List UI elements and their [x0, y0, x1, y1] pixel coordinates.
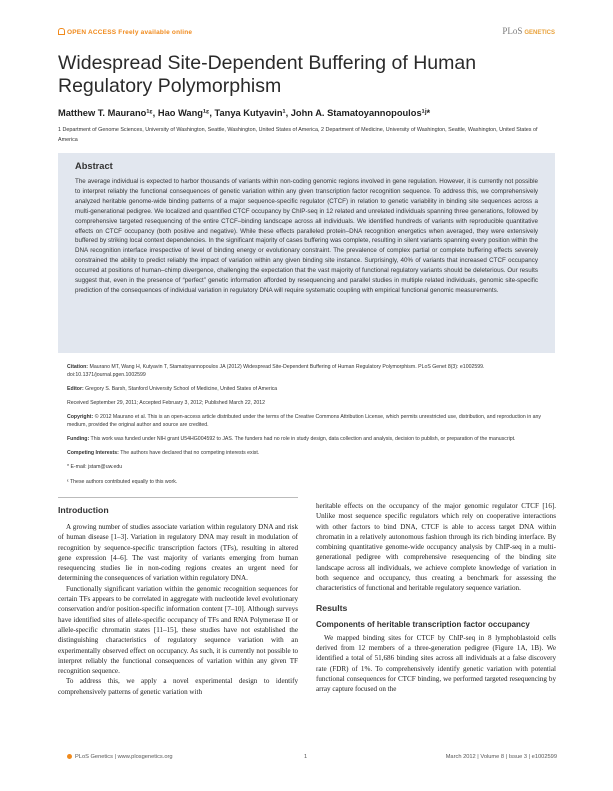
journal-logo-sub: GENETICS: [524, 30, 555, 36]
right-column: [316, 501, 556, 694]
funding: Funding: This work was funded under NIH grant U54HG004592 to JAS. The funders had no role in study design, data collection and analysis, decision to publish, or preparation of the manuscript.: [67, 435, 516, 442]
open-access-text: OPEN ACCESS Freely available online: [67, 29, 193, 36]
intro-paragraph-1: A growing number of studies associate variation within regulatory DNA and risk of human disease [1–3]. Variation in regulatory DNA may result in modulation of recognition by sequence-specific transcription factors (TFs), resulting in altered gene expression [4–6]. The vast majority of variants emerging from human resequencing studies lie in non-coding regions creates an urgent need for determining the consequences of variation within regulatory DNA.: [58, 523, 298, 583]
introduction-heading: Introduction: [58, 505, 109, 515]
article-title: Widespread Site-Dependent Buffering of Human Regulatory Polymorphism: [58, 52, 477, 97]
results-paragraph-1: We mapped binding sites for CTCF by ChIP-seq in 8 lymphoblastoid cells derived from 12 members of a three-generation pedigree (Figure 1A, 1B). We identified a total of 51,686 binding sites across all individuals at a false discovery rate (FDR) of 1%. To comprehensively identify genetic variation with potential functional consequences for CTCF binding, we performed targeted resequencing by array capture focused on the: [316, 633, 556, 694]
author-list: Matthew T. Maurano¹ᵋ, Hao Wang¹ᵋ, Tanya Kutyavin¹, John A. Stamatoyannopoulos¹ʲ*: [58, 108, 431, 118]
page-number: 1: [304, 754, 308, 760]
article-metadata: [67, 364, 547, 493]
competing-interests: Competing Interests: The authors have declared that no competing interests exist.: [67, 450, 260, 457]
divider: [58, 497, 298, 498]
left-column: [58, 505, 298, 697]
open-access-banner[interactable]: [58, 28, 192, 36]
col2-paragraph-1: heritable effects on the occupancy of the major genomic regulator CTCF [16]. Unlike most sequence specific regulators which rely on cooperative interactions with other factors to bind DNA, CTCF is able to access target DNA within chromatin in a relatively autonomous fashion through its rich binding interface. By combining quantitative genome-wide occupancy analysis by ChIP-seq in a multi-generational pedigree with comprehensive resequencing of the binding site landscape across all individuals, we achieve complete knowledge of variation in both sequence and occupancy, thus creating a benchmark for assessing the characteristics of functional and heritable regulatory sequence variation.: [316, 502, 556, 593]
intro-paragraph-3: To address this, we apply a novel experimental design to identify comprehensively patterns of genetic variation with: [58, 677, 298, 696]
abstract-text: The average individual is expected to harbor thousands of variants within non-coding genomic regions involved in gene regulation. However, it is currently not possible to interpret reliably the functional consequences of genetic variation within any given transcription factor recognition sequence. To address this, we comprehensively analyzed heritable genome-wide binding patterns of a major sequence-specific regulator (CTCF) in relation to genetic variability in binding site sequences across a multi-generational pedigree. We localized and quantified CTCF occupancy by ChIP-seq in 12 related and unrelated individuals spanning three generations, followed by comprehensive targeted resequencing of the entire CTCF–binding landscape across all individuals. We identified hundreds of variants with reproducible quantitative effects on CTCF occupancy (both positive and negative). While these effects paralleled protein–DNA recognition energetics when averaged, they were extensively buffered by striking local context dependencies. In the significant majority of cases buffering was complete, resulting in silent variants spanning every position within the DNA recognition interface irrespective of level of binding energy or evolutionary constraint. The prevalence of complex partial or complete buffering effects severely constrained the ability to predict reliably the impact of variation within any given binding site instance. Surprisingly, 40% of variants that increased CTCF occupancy occurred at positions of human–chimp divergence, challenging the expectation that the vast majority of functional regulatory variants should be deleterious. Our results suggest that, even in the presence of “perfect” genetic information afforded by resequencing and parallel studies in multiple related individuals, genomic site-specific prediction of the consequences of individual variation in regulatory DNA will require systematic coupling with empirical functional genomic measurements.: [75, 178, 538, 294]
equal-contribution-note: ᵋ These authors contributed equally to this work.: [67, 478, 178, 485]
dates: Received September 29, 2011; Accepted February 3, 2012; Published March 22, 2012: [67, 399, 266, 406]
editor: Editor: Gregory S. Barsh, Stanford University School of Medicine, United States of America: [67, 385, 278, 392]
results-subheading: Components of heritable transcription factor occupancy: [316, 619, 530, 629]
journal-logo[interactable]: [502, 26, 555, 36]
citation: Citation: Maurano MT, Wang H, Kutyavin T, Stamatoyannopoulos JA (2012) Widespread Site-Dependent Buffering of Human Regulatory Polymorphism. PLoS Genet 8(3): e1002599. doi:10.1371/journal.pgen.1002599: [67, 364, 485, 378]
corresponding-email[interactable]: * E-mail: jstam@uw.edu: [67, 464, 123, 471]
journal-logo-text: PLoS: [502, 26, 523, 36]
footer-journal: PLoS Genetics | www.plosgenetics.org: [67, 754, 173, 760]
abstract-box: [58, 153, 555, 353]
intro-paragraph-2: Functionally significant variation within the genomic recognition sequences for certain TFs appears to be correlated in aggregate with nucleotide level evolutionary conservation and/or position-specific information content [7–10]. Although surveys have identified sites of allele-specific occupancy of TFs and RNA Polymerase II or allele-specific chromatin states [11–15], these studies have not established the distinguishing characteristics of regulatory sequence variation with an experimentally observed effect on occupancy. As such, it is currently not possible to interpret reliably the functional consequences of variation within any given TF recognition sequence.: [58, 584, 298, 676]
affiliations: 1 Department of Genome Sciences, University of Washington, Seattle, Washington, United States of America, 2 Department of Medicine, University of Washington, Seattle, Washington, United States of America: [58, 127, 538, 143]
open-lock-icon: [58, 28, 65, 35]
copyright: Copyright: © 2012 Maurano et al. This is an open-access article distributed under the terms of the Creative Commons Attribution License, which permits unrestricted use, distribution, and reproduction in any medium, provided the original author and source are credited.: [67, 414, 542, 428]
plos-dot-icon: [67, 754, 72, 759]
journal-header-bar: [58, 28, 555, 40]
abstract-heading: Abstract: [75, 161, 113, 171]
footer-issue: March 2012 | Volume 8 | Issue 3 | e1002599: [445, 754, 557, 760]
results-heading: Results: [316, 602, 348, 613]
